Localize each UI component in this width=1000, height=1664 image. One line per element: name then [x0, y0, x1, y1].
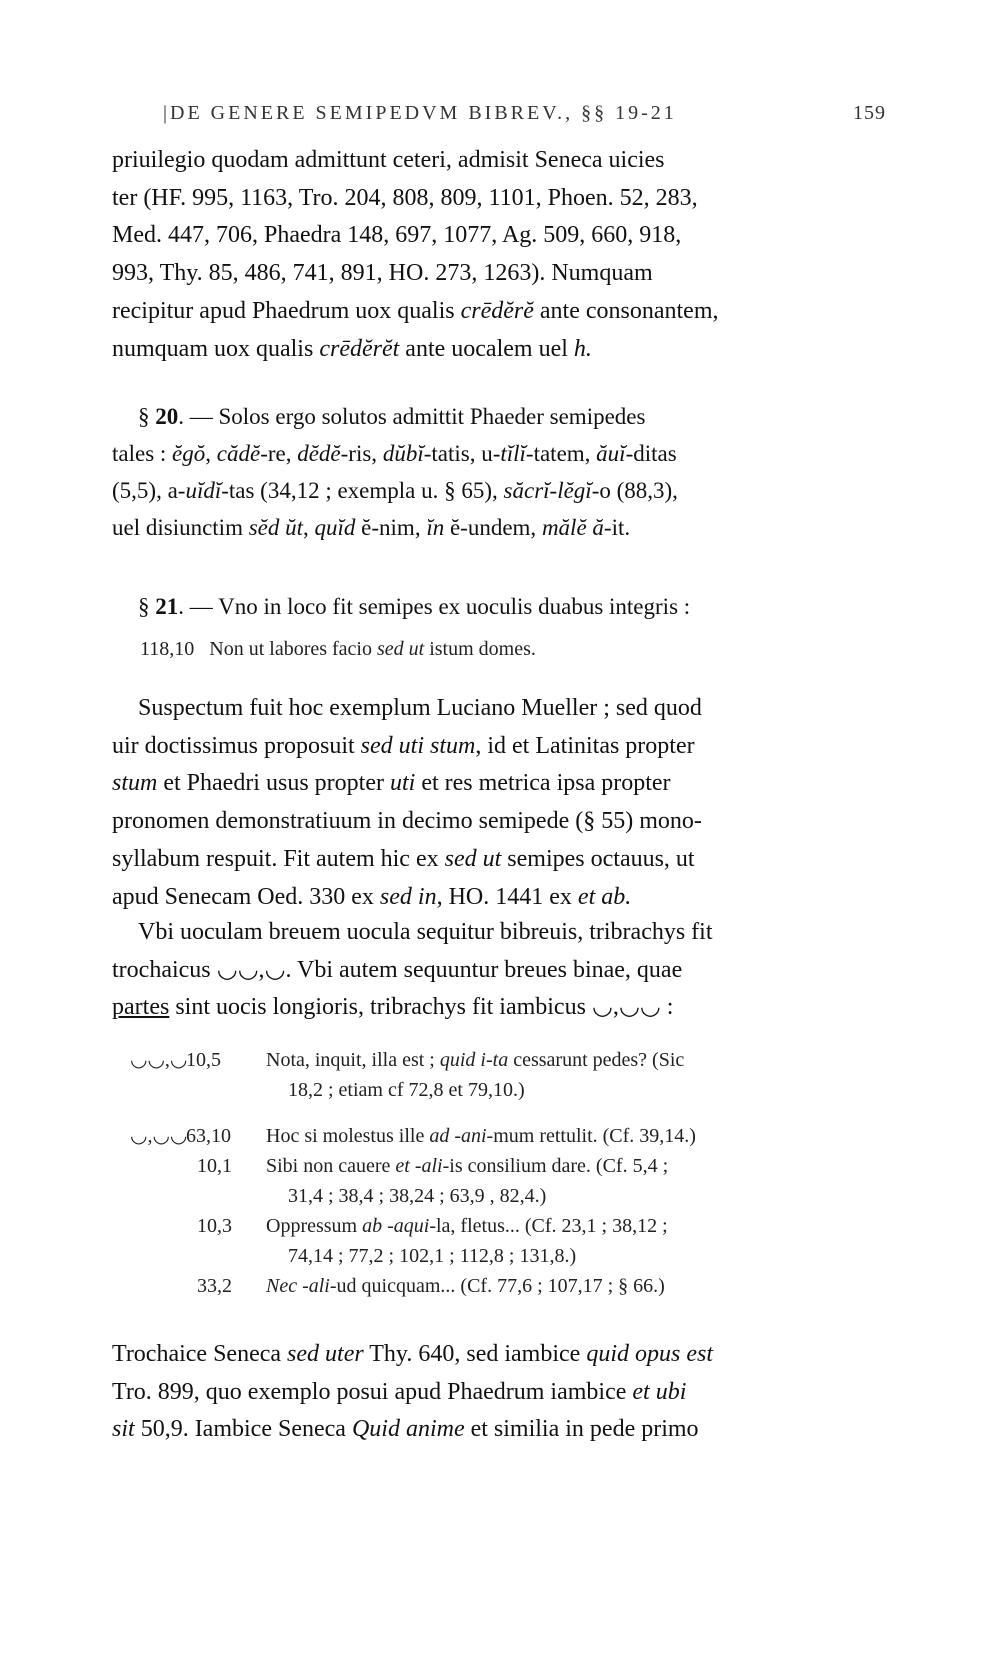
text-line: Vbi uoculam breuem uocula sequitur bibreuis, tribrachys fit	[138, 919, 713, 945]
running-header	[163, 102, 886, 125]
section-number: 20	[155, 404, 179, 429]
text-line: (5,5), a-uĭdĭ-tas (34,12 ; exempla u. § 65), săcrĭ-lĕgĭ-o (88,3),	[112, 478, 678, 503]
text-line: 993, Thy. 85, 486, 741, 891, HO. 273, 1263). Numquam	[112, 260, 653, 287]
example-location: 33,2	[197, 1275, 232, 1297]
text-line: sit 50,9. Iambice Seneca Quid anime et similia in pede primo	[112, 1416, 699, 1443]
section-heading-line: § 21. — Vno in loco fit semipes ex uoculis duabus integris :	[138, 594, 691, 619]
text-line: Med. 447, 706, Phaedra 148, 697, 1077, Ag. 509, 660, 918,	[112, 222, 682, 249]
text-line: Sibi non cauere et -ali-is consilium dare. (Cf. 5,4 ;	[266, 1155, 669, 1177]
paragraph-trochaice	[112, 1336, 887, 1449]
text-line: pronomen demonstratiuum in decimo semipede (§ 55) mono-	[112, 808, 702, 835]
text-line: recipitur apud Phaedrum uox qualis crēdĕrĕ ante consonantem,	[112, 297, 719, 324]
text-line: Tro. 899, quo exemplo posui apud Phaedrum iambice et ubi	[112, 1378, 687, 1405]
text-line: stum et Phaedri usus propter uti et res metrica ipsa propter	[112, 770, 671, 797]
section-20	[112, 398, 887, 546]
text-line: tales : ĕgŏ, cădĕ-re, dĕdĕ-ris, dŭbĭ-tatis, u-tĭlĭ-tatem, ăuĭ-ditas	[112, 441, 677, 466]
text-line: Suspectum fuit hoc exemplum Luciano Mueller ; sed quod	[138, 695, 702, 721]
section-heading-line: § 20. — Solos ergo solutos admittit Phaeder semipedes	[138, 404, 646, 429]
text-line: Nota, inquit, illa est ; quid i-ta cessarunt pedes? (Sic	[266, 1049, 685, 1071]
text-line: partes sint uocis longioris, tribrachys fit iambicus ◡,◡◡ :	[112, 994, 674, 1021]
example-location: 10,3	[197, 1215, 232, 1237]
example-group-iambic	[130, 1121, 888, 1311]
text-line: Nec -ali-ud quicquam... (Cf. 77,6 ; 107,17 ; § 66.)	[266, 1275, 665, 1297]
section-number: 21	[155, 594, 179, 619]
text-line: 31,4 ; 38,4 ; 38,24 ; 63,9 , 82,4.)	[288, 1185, 547, 1207]
example-location: 10,5	[186, 1049, 221, 1071]
text-line: uir doctissimus proposuit sed uti stum, id et Latinitas propter	[112, 732, 695, 759]
text-line: numquam uox qualis crēdĕrĕt ante uocalem uel h.	[112, 335, 592, 362]
text-line: syllabum respuit. Fit autem hic ex sed ut semipes octauus, ut	[112, 845, 695, 872]
text-line: 18,2 ; etiam cf 72,8 et 79,10.)	[288, 1079, 525, 1101]
example-group-trochaic	[130, 1045, 888, 1105]
example-location: 10,1	[197, 1155, 232, 1177]
text-line: Trochaice Seneca sed uter Thy. 640, sed iambice quid opus est	[112, 1341, 713, 1367]
text-line: apud Senecam Oed. 330 ex sed in, HO. 1441 ex et ab.	[112, 883, 632, 910]
running-title: |DE GENERE SEMIPEDVM BIBREV., §§ 19-21	[163, 102, 677, 124]
text-line: trochaicus ◡◡,◡. Vbi autem sequuntur breues binae, quae	[112, 956, 683, 983]
example-line: 118,10 Non ut labores facio sed ut istum domes.	[140, 638, 536, 660]
text-line: priuilegio quodam admittunt ceteri, admisit Seneca uicies	[112, 147, 665, 173]
example-location: 118,10	[140, 638, 195, 660]
section-21	[112, 588, 887, 625]
paragraph-continued	[112, 142, 887, 368]
text-line: uel disiunctim sĕd ŭt, quĭd ĕ-nim, ĭn ĕ-undem, mălĕ ă-it.	[112, 515, 631, 540]
text-line: Hoc si molestus ille ad -ani-mum rettulit. (Cf. 39,14.)	[266, 1125, 696, 1147]
text-line: Oppressum ab -aqui-la, fletus... (Cf. 23,1 ; 38,12 ;	[266, 1215, 668, 1237]
paragraph-suspectum	[112, 690, 887, 916]
page-number: 159	[853, 102, 886, 124]
text-line: 74,14 ; 77,2 ; 102,1 ; 112,8 ; 131,8.)	[288, 1245, 577, 1267]
paragraph-tribrachys	[112, 914, 887, 1027]
meter-symbol: ◡◡,◡	[130, 1049, 188, 1071]
meter-symbol: ◡,◡◡	[130, 1125, 188, 1147]
text-line: ter (HF. 995, 1163, Tro. 204, 808, 809, 1101, Phoen. 52, 283,	[112, 184, 698, 211]
example-location: 63,10	[186, 1125, 231, 1147]
